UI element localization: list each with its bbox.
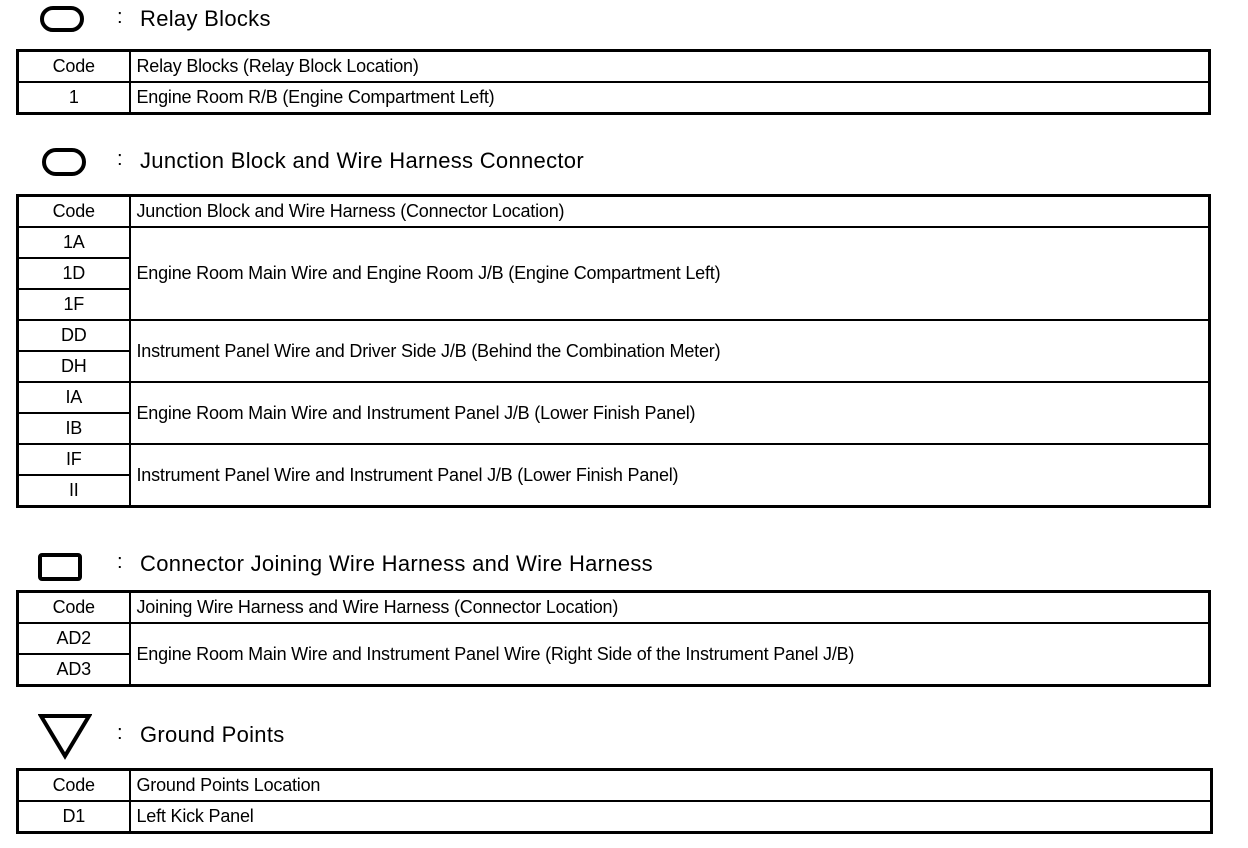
- junction-block-header: [0, 142, 1248, 182]
- code-cell: IF: [18, 444, 130, 475]
- code-cell: 1: [18, 82, 130, 114]
- code-cell: IA: [18, 382, 130, 413]
- relay-blocks-header: [0, 0, 1248, 40]
- location-header: Joining Wire Harness and Wire Harness (Connector Location): [130, 592, 1210, 624]
- table-header-row: [18, 196, 1210, 228]
- location-cell: Instrument Panel Wire and Driver Side J/B (Behind the Combination Meter): [130, 320, 1210, 382]
- code-header: Code: [18, 770, 130, 802]
- code-header: Code: [18, 196, 130, 228]
- connector-header: [0, 545, 1248, 585]
- code-cell: 1F: [18, 289, 130, 320]
- table-row: [18, 801, 1212, 833]
- ground-points-title: Ground Points: [140, 722, 285, 747]
- code-cell: II: [18, 475, 130, 507]
- location-cell: Instrument Panel Wire and Instrument Panel J/B (Lower Finish Panel): [130, 444, 1210, 507]
- table-row: [18, 227, 1210, 258]
- code-cell: AD3: [18, 654, 130, 686]
- table-header-row: [18, 51, 1210, 83]
- ground-points-table: [16, 768, 1213, 834]
- location-cell: Left Kick Panel: [130, 801, 1212, 833]
- code-cell: 1D: [18, 258, 130, 289]
- location-header: Ground Points Location: [130, 770, 1212, 802]
- location-header: Junction Block and Wire Harness (Connector Location): [130, 196, 1210, 228]
- table-row: [18, 444, 1210, 475]
- connector-title: Connector Joining Wire Harness and Wire Harness: [140, 551, 653, 576]
- rounded-rectangle-icon: [40, 6, 84, 32]
- code-cell: IB: [18, 413, 130, 444]
- triangle-down-icon: [38, 712, 92, 760]
- relay-blocks-colon: :: [117, 6, 123, 28]
- code-cell: AD2: [18, 623, 130, 654]
- location-cell: Engine Room Main Wire and Instrument Panel Wire (Right Side of the Instrument Panel J/B): [130, 623, 1210, 686]
- table-header-row: [18, 592, 1210, 624]
- table-row: [18, 82, 1210, 114]
- table-row: [18, 320, 1210, 351]
- code-header: Code: [18, 592, 130, 624]
- rectangle-icon: [38, 553, 82, 581]
- ground-points-colon: :: [117, 722, 123, 744]
- ground-points-header: [0, 712, 1248, 762]
- location-cell: Engine Room Main Wire and Instrument Panel J/B (Lower Finish Panel): [130, 382, 1210, 444]
- code-cell: D1: [18, 801, 130, 833]
- junction-block-title: Junction Block and Wire Harness Connector: [140, 148, 584, 173]
- relay-blocks-table: [16, 49, 1211, 115]
- location-header: Relay Blocks (Relay Block Location): [130, 51, 1210, 83]
- oval-icon: [42, 148, 86, 176]
- location-cell: Engine Room R/B (Engine Compartment Left): [130, 82, 1210, 114]
- code-cell: DD: [18, 320, 130, 351]
- junction-block-colon: :: [117, 148, 123, 170]
- code-cell: DH: [18, 351, 130, 382]
- relay-blocks-title: Relay Blocks: [140, 6, 271, 31]
- table-header-row: [18, 770, 1212, 802]
- location-cell: Engine Room Main Wire and Engine Room J/B (Engine Compartment Left): [130, 227, 1210, 320]
- code-header: Code: [18, 51, 130, 83]
- junction-block-table: [16, 194, 1211, 508]
- table-row: [18, 623, 1210, 654]
- table-row: [18, 382, 1210, 413]
- code-cell: 1A: [18, 227, 130, 258]
- connector-colon: :: [117, 551, 123, 573]
- connector-table: [16, 590, 1211, 687]
